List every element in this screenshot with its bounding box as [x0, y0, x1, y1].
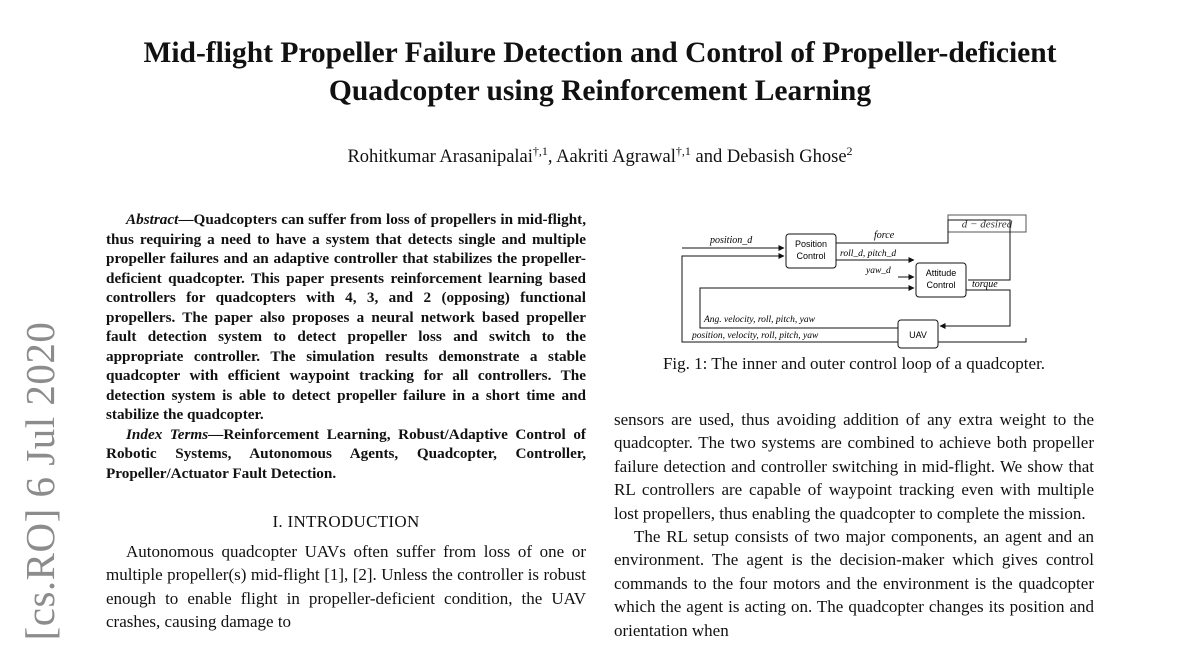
paper-title	[80, 34, 1120, 110]
attitude-control-label-2: Control	[926, 280, 956, 290]
index-terms	[106, 425, 586, 484]
title-line-1: Mid-flight Propeller Failure Detection and Control of Propeller-deficient	[143, 37, 1057, 69]
ang-velocity-label: Ang. velocity, roll, pitch, yaw	[704, 315, 815, 325]
index-terms-label: Index Terms	[126, 425, 209, 443]
abstract-text: Quadcopters can suffer from loss of propellers in mid-flight, thus requiring a need to have a system that detects single and multiple propeller failures and an adaptive controller that stabilizes the propeller-deficient quadcopter. This paper presents reinforcement learning based controllers for quadcopters with 4, 3, and 2 (opposing) functional propellers. The paper also proposes a neural network based propeller fault detection system to detect propeller loss and switch to the appropriate controller. The simulation results demonstrate a stable quadcopter with efficient waypoint tracking for all controllers. The detection system is able to detect propeller failure in a short time and stabilize the quadcopter.	[106, 211, 586, 423]
right-paragraph-1: sensors are used, thus avoiding addition of any extra weight to the quadcopter. The two systems are combined to achieve both propeller failure detection and controller switching in mid-flight. We show that RL controllers are capable of waypoint tracking even with multiple lost propellers, thus enabling the quadcopter to complete the mission.	[614, 410, 1094, 523]
position-control-block	[786, 234, 836, 268]
arxiv-stamp	[17, 321, 63, 641]
figure-1	[614, 210, 1094, 373]
index-terms-dash: —	[208, 425, 224, 443]
right-paragraph-2: The RL setup consists of two major components, an agent and an environment. The agent is the decision-maker which gives control commands to the four motors and the environment is the quadcopter which the agent is acting on. The quadcopter changes its position and orientation when	[614, 527, 1094, 640]
attitude-control-label-1: Attitude	[925, 268, 957, 278]
left-column	[106, 210, 586, 634]
uav-block	[898, 320, 938, 348]
right-column	[614, 210, 1094, 642]
figure-1-caption: Fig. 1: The inner and outer control loop of a quadcopter.	[662, 354, 1046, 373]
arxiv-stamp-text: [cs.RO] 6 Jul 2020	[17, 321, 63, 641]
section-heading-introduction: I. INTRODUCTION	[272, 512, 420, 531]
author-3-affiliation: 2	[846, 144, 853, 158]
author-2-affiliation: †,1	[675, 144, 691, 158]
author-separator-2: and	[690, 147, 727, 168]
author-separator-1: ,	[547, 147, 557, 168]
roll-pitch-d-label: roll_d, pitch_d	[840, 249, 897, 259]
index-terms-text: Reinforcement Learning, Robust/Adaptive Control of Robotic Systems, Autonomous Agents, Quadcopter, Controller, Propeller/Actuator Fault Detection.	[106, 425, 586, 482]
uav-label: UAV	[909, 330, 927, 340]
title-line-2: Quadcopter using Reinforcement Learning	[328, 75, 872, 107]
intro-paragraph: Autonomous quadcopter UAVs often suffer from loss of one or multiple propeller(s) mid-flight [1], [2]. Unless the controller is robust enough to enable flight in propeller-deficient condition, the UAV crashes, causing damage to	[106, 542, 586, 632]
force-label: force	[874, 230, 895, 241]
yaw-d-label: yaw_d	[866, 266, 891, 276]
author-1: Rohitkumar Arasanipalai	[347, 147, 533, 168]
legend-desired-label: d − desired	[961, 218, 1013, 231]
right-body	[614, 408, 1094, 642]
abstract-dash: —	[178, 211, 194, 228]
author-1-affiliation: †,1	[532, 144, 548, 158]
author-3: Debasish Ghose	[726, 147, 847, 168]
author-2: Aakriti Agrawal	[556, 147, 676, 168]
position-control-label-2: Control	[796, 251, 826, 261]
author-list	[80, 144, 1120, 168]
control-loop-diagram	[680, 212, 1032, 352]
position-d-label: position_d	[710, 235, 753, 246]
abstract-label: Abstract	[126, 211, 179, 228]
torque-label: torque	[972, 279, 998, 290]
position-control-label-1: Position	[794, 239, 828, 249]
legend-desired	[948, 215, 1026, 232]
position-feedback-label: position, velocity, roll, pitch, yaw	[692, 331, 819, 341]
attitude-control-block	[916, 263, 966, 297]
abstract	[106, 210, 586, 425]
